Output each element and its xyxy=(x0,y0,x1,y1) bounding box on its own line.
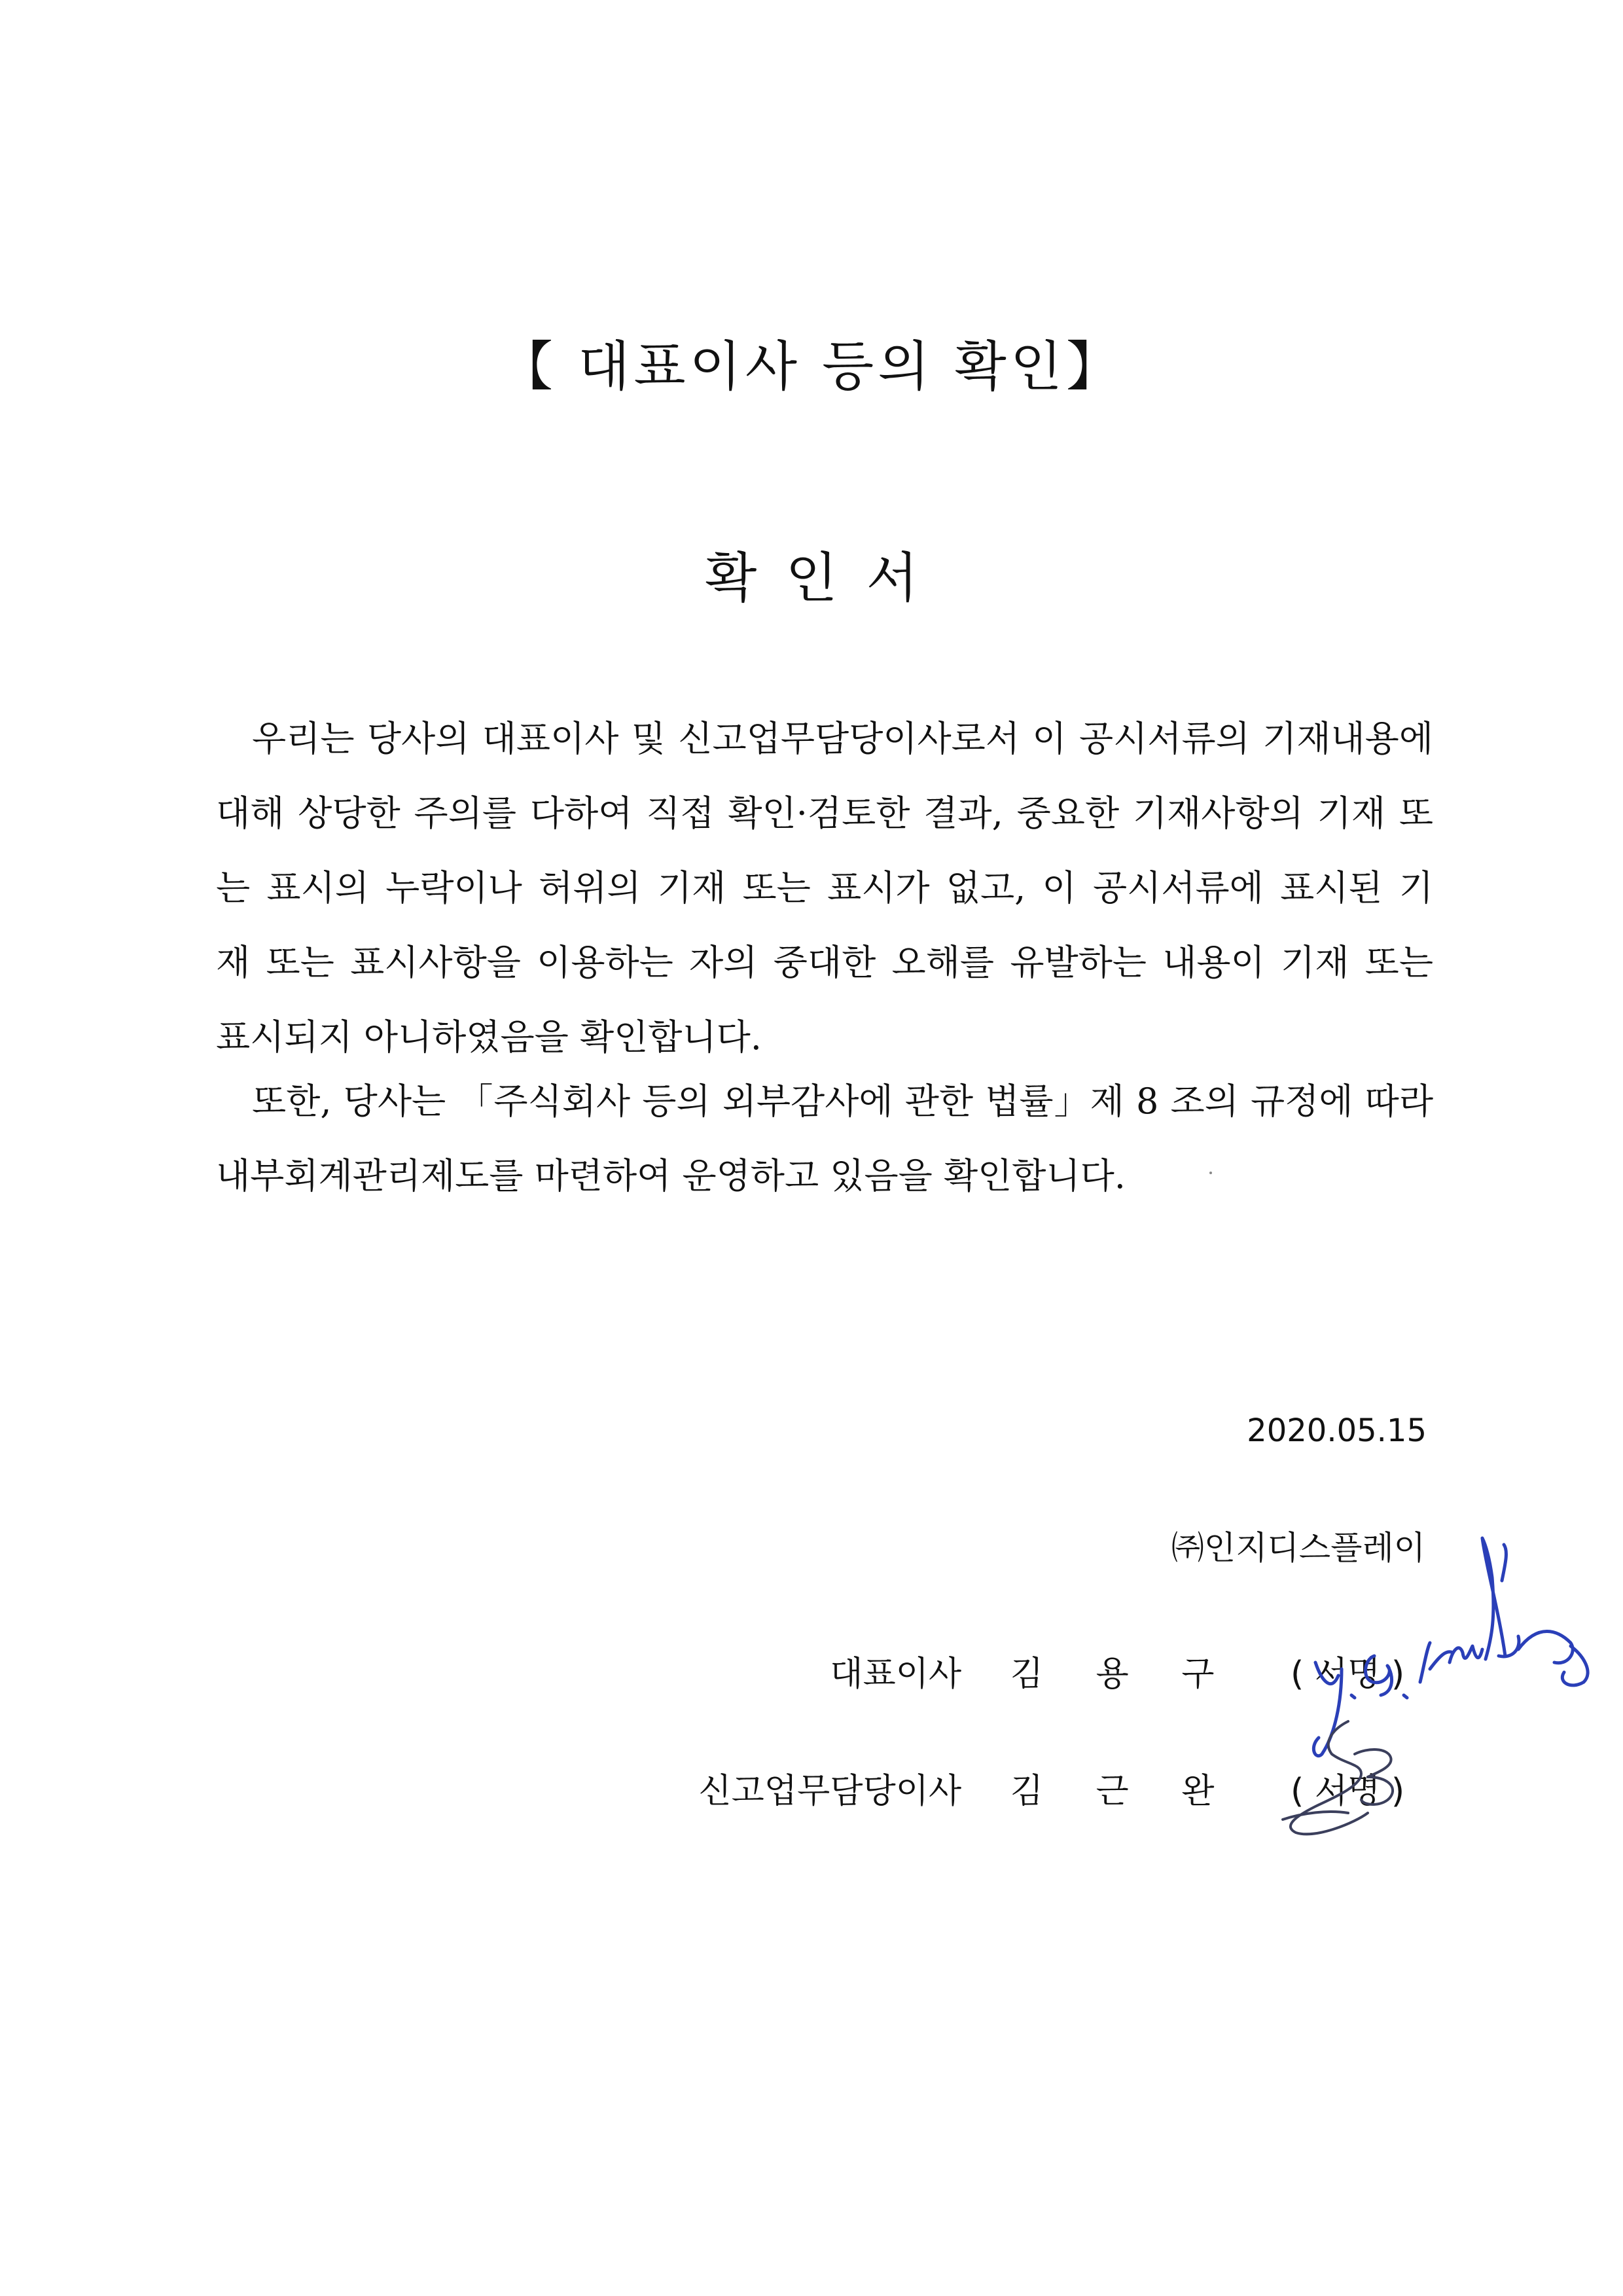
document-subtitle xyxy=(0,535,1623,612)
paragraph-line: 우리는 당사의 대표이사 및 신고업무담당이사로서 이 공시서류의 기재내용에 xyxy=(252,718,1433,759)
subtitle-char: 확 xyxy=(705,547,757,609)
paragraph-line: 또한, 당사는 「주식회사 등의 외부감사에 관한 법률」제 8 조의 규정에 따라 xyxy=(252,1081,1433,1122)
paragraph-line: 는 표시의 누락이나 허위의 기재 또는 표시가 없고, 이 공시서류에 표시된 기 xyxy=(216,867,1433,908)
document-date: 2020.05.15 xyxy=(1247,1412,1427,1449)
document-heading: 【 대표이사 등의 확인】 xyxy=(499,335,1124,398)
paragraph-line: 표시되지 아니하였음을 확인합니다. xyxy=(216,1016,762,1058)
company-name: ㈜인지디스플레이 xyxy=(1171,1529,1425,1567)
subtitle-char: 인 xyxy=(785,547,838,609)
confirmation-paragraph-2 xyxy=(216,1064,1433,1213)
signature-mark: ( 서명 ) xyxy=(1291,1655,1405,1694)
signature-mark: ( 서명 ) xyxy=(1291,1772,1405,1811)
paragraph-line: 대해 상당한 주의를 다하여 직접 확인·검토한 결과, 중요한 기재사항의 기재 또 xyxy=(216,793,1433,834)
cfo-signature-image xyxy=(1257,1702,1453,1872)
confirmation-paragraph-1 xyxy=(216,702,1433,1075)
signer-role: 대표이사 xyxy=(830,1655,962,1694)
scan-speck xyxy=(1209,1172,1212,1174)
paragraph-line: 내부회계관리제도를 마련하여 운영하고 있음을 확인합니다. xyxy=(216,1155,1126,1196)
signer-name: 김 용 구 xyxy=(1010,1655,1236,1694)
signer-role: 신고업무담당이사 xyxy=(698,1772,962,1811)
signer-name: 김 근 완 xyxy=(1010,1772,1236,1811)
paragraph-line: 재 또는 표시사항을 이용하는 자의 중대한 오해를 유발하는 내용이 기재 또는 xyxy=(216,942,1433,983)
subtitle-char: 서 xyxy=(866,547,918,609)
